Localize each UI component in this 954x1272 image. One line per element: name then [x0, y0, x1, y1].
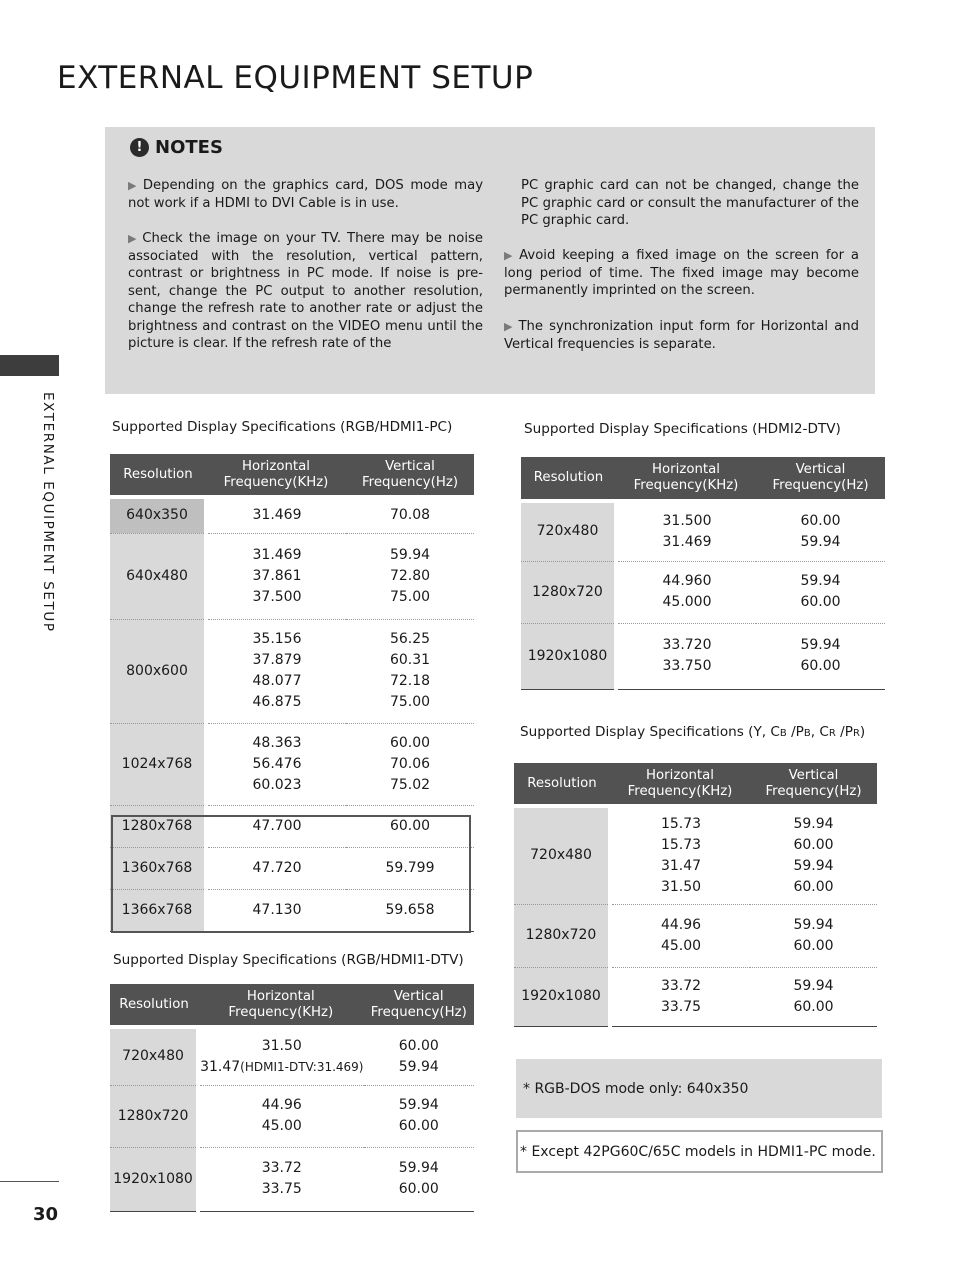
table-row: 720x480 31.500 31.469 60.00 59.94: [521, 501, 885, 561]
spec-table-hdmi2-dtv: [521, 457, 885, 690]
bullet-arrow-icon: ▶: [128, 179, 139, 192]
header-resolution: Resolution: [521, 457, 616, 501]
side-tab-marker: [0, 355, 59, 376]
section-title-component: Supported Display Specifications (Y, CB /PB, CR /PR): [520, 724, 866, 740]
notes-title: NOTES: [155, 137, 223, 158]
table-row: 640x350 31.469 70.08: [110, 497, 474, 533]
model-exception-footnote: * Except 42PG60C/65C models in HDMI1-PC mode.: [516, 1130, 883, 1173]
side-section-label: EXTERNAL EQUIPMENT SETUP: [40, 392, 56, 633]
note-item: PC graphic card can not be changed, change the PC graphic card or consult the manufacturer of the PC graphic card.: [521, 178, 859, 228]
header-horizontal: Horizontal Frequency(KHz): [198, 984, 363, 1027]
footer-rule: [0, 1181, 59, 1182]
table-row: 1280x720 44.960 45.000 59.94 60.00: [521, 561, 885, 623]
notes-header: [130, 137, 223, 158]
table-row: 1280x720 44.96 45.00 59.94 60.00: [514, 904, 877, 967]
spec-table-rgb-pc: [110, 454, 474, 932]
section-title-hdmi2-dtv: Supported Display Specifications (HDMI2-DTV): [524, 421, 841, 437]
table-row: 1280x720 44.96 45.00 59.94 60.00: [110, 1085, 474, 1147]
table-row: 720x480 15.73 15.73 31.47 31.50 59.94 60.00 59.94 60.00: [514, 806, 877, 904]
note-item: ▶ Check the image on your TV. There may be noise associated with the resolution, vertical pattern, contrast or brightness in PC mode. If noise is pre- sent, change the PC output to another resolution, change the refresh rate to another rate or adjust the brightness and contrast on the VIDEO menu until the picture is clear. If the refresh rate of the: [128, 231, 483, 351]
header-vertical: Vertical Frequency(Hz): [756, 457, 885, 501]
bullet-arrow-icon: ▶: [504, 320, 515, 333]
header-horizontal: Horizontal Frequency(KHz): [616, 457, 756, 501]
note-item: ▶ Avoid keeping a fixed image on the screen for a long period of time. The fixed image may become permanently imprinted on the screen.: [504, 248, 859, 298]
table-row: 720x480 31.50 31.47(HDMI1-DTV:31.469) 60.00 59.94: [110, 1027, 474, 1085]
table-row: 1920x1080 33.72 33.75 59.94 60.00: [110, 1147, 474, 1211]
header-resolution: Resolution: [514, 763, 610, 806]
table-row: 640x480 31.469 37.861 37.500 59.94 72.80 75.00: [110, 533, 474, 619]
note-item: ▶ Depending on the graphics card, DOS mode may not work if a HDMI to DVI Cable is in use.: [128, 178, 484, 211]
section-title-rgb-pc: Supported Display Specifications (RGB/HDMI1-PC): [112, 419, 453, 435]
table-row: 1920x1080 33.720 33.750 59.94 60.00: [521, 623, 885, 689]
header-vertical: Vertical Frequency(Hz): [346, 454, 474, 497]
table-row: 1920x1080 33.72 33.75 59.94 60.00: [514, 967, 877, 1026]
page-number: 30: [33, 1204, 59, 1225]
header-vertical: Vertical Frequency(Hz): [364, 984, 475, 1027]
header-resolution: Resolution: [110, 454, 206, 497]
table-row: 1366x768 47.130 59.658: [110, 889, 474, 931]
note-item: ▶ The synchronization input form for Horizontal and Vertical frequencies is separate.: [504, 319, 859, 352]
section-title-rgb-dtv: Supported Display Specifications (RGB/HDMI1-DTV): [113, 952, 464, 968]
spec-table-rgb-dtv: [110, 984, 474, 1212]
header-horizontal: Horizontal Frequency(KHz): [610, 763, 750, 806]
table-row: 800x600 35.156 37.879 48.077 46.875 56.25 60.31 72.18 75.00: [110, 619, 474, 723]
page-title: EXTERNAL EQUIPMENT SETUP: [57, 60, 534, 96]
bullet-arrow-icon: ▶: [504, 249, 516, 262]
header-resolution: Resolution: [110, 984, 198, 1027]
table-row: 1360x768 47.720 59.799: [110, 847, 474, 889]
table-row: 1280x768 47.700 60.00: [110, 805, 474, 847]
table-row: 1024x768 48.363 56.476 60.023 60.00 70.06 75.02: [110, 723, 474, 805]
rgb-dos-footnote: * RGB-DOS mode only: 640x350: [516, 1059, 882, 1118]
header-vertical: Vertical Frequency(Hz): [750, 763, 877, 806]
spec-table-component: [514, 763, 877, 1027]
bullet-arrow-icon: ▶: [128, 232, 139, 245]
exclamation-icon: !: [130, 138, 149, 157]
header-horizontal: Horizontal Frequency(KHz): [206, 454, 346, 497]
